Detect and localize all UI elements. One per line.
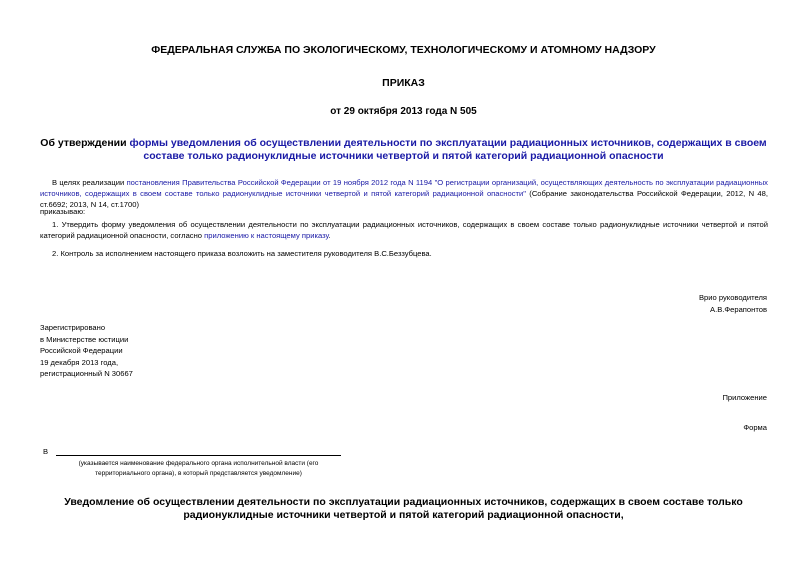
preamble-prefix: В целях реализации bbox=[52, 178, 127, 187]
paragraph-item-2: 2. Контроль за исполнением настоящего приказа возложить на заместителя руководителя В.С.Беззубцева. bbox=[52, 249, 432, 258]
preamble-suffix: (Собрание законодательства Российской Федерации, 2012, N 48, ст.6692; 2013, N 14, ст.1700) bbox=[40, 189, 768, 209]
registration-line: регистрационный N 30667 bbox=[40, 369, 133, 378]
addressee-caption: (указывается наименование федерального органа исполнительной власти (его территориального органа), в который представляется уведомление) bbox=[78, 460, 319, 477]
appendix-label: Приложение bbox=[722, 393, 767, 402]
item-1-prefix: 1. Утвердить форму уведомления об осуществлении деятельности по эксплуатации радиационных источников, содержащих в своем составе только радионуклидные источники четвертой и пятой категорий радиационной опасности, согласно bbox=[40, 220, 768, 240]
title-form-link[interactable]: формы уведомления об осуществлении деятельности по эксплуатации радиационных источников, содержащих в своем составе только радионуклидные источники четвертой и пятой категорий радиационной опасности bbox=[129, 137, 767, 162]
notice-title: Уведомление об осуществлении деятельности по эксплуатации радиационных источников, содержащих в своем составе только радионуклидные источники четвертой и пятой категорий радиационной опасности, bbox=[64, 496, 743, 521]
form-label: Форма bbox=[743, 423, 767, 432]
paragraph-order-word: приказываю: bbox=[40, 207, 86, 216]
addressee-fill-line bbox=[56, 455, 341, 456]
title-prefix: Об утверждении bbox=[40, 137, 130, 149]
item-1-suffix: . bbox=[328, 231, 331, 240]
registration-line: Зарегистрировано bbox=[40, 323, 106, 332]
appendix-link[interactable]: приложению к настоящему приказу bbox=[204, 231, 329, 240]
agency-header: ФЕДЕРАЛЬНАЯ СЛУЖБА ПО ЭКОЛОГИЧЕСКОМУ, ТЕХНОЛОГИЧЕСКОМУ И АТОМНОМУ НАДЗОРУ bbox=[151, 44, 656, 56]
signature-position: Врио руководителя bbox=[698, 293, 767, 302]
registration-line: в Министерстве юстиции bbox=[40, 334, 129, 344]
registration-block bbox=[40, 322, 133, 380]
registration-line: Российской Федерации bbox=[40, 346, 123, 355]
document-title bbox=[40, 137, 767, 163]
paragraph-item-1 bbox=[40, 219, 768, 241]
government-decree-link[interactable]: постановления Правительства Российской Федерации от 19 ноября 2012 года N 1194 "О регистрации организаций, осуществляющих деятельность по эксплуатации радиационных источников, содержащих в своем составе только радионуклидные источники четвертой и пятой категорий радиационной опасности" bbox=[40, 178, 768, 198]
document-type: ПРИКАЗ bbox=[382, 77, 425, 89]
document-date-number: от 29 октября 2013 года N 505 bbox=[330, 106, 477, 117]
registration-line: 19 декабря 2013 года, bbox=[40, 357, 119, 367]
addressee-letter: В bbox=[43, 447, 49, 456]
signature-block bbox=[699, 292, 767, 316]
signature-name: А.В.Ферапонтов bbox=[710, 305, 767, 314]
